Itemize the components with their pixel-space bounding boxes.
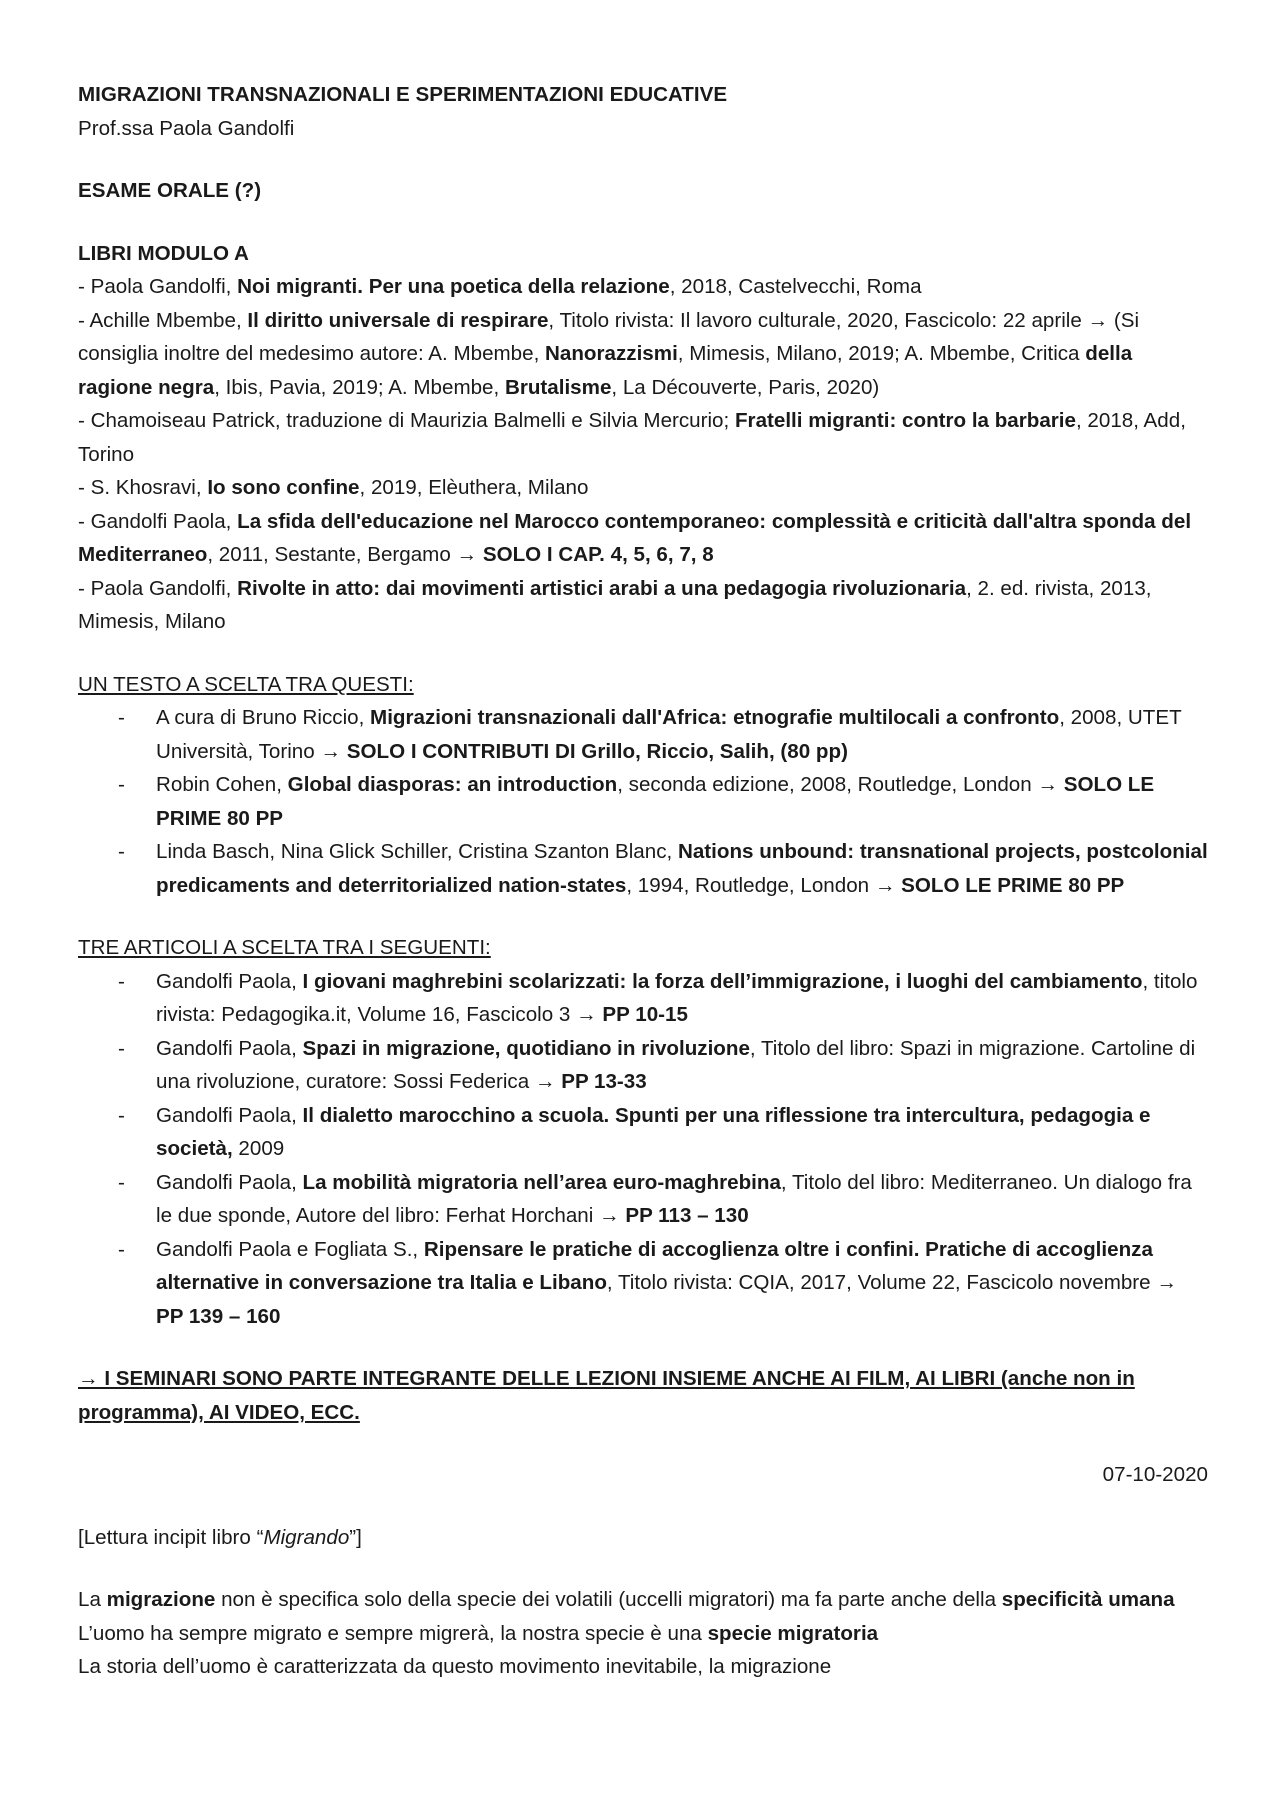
list-item: - Gandolfi Paola, La mobilità migratoria nell’area euro-maghrebina, Titolo del libro: Mediterraneo. Un dialogo fra le due sponde, Autore del libro: Ferhat Horchani → PP 113 – 130 [118, 1170, 1192, 1227]
seminari-note: → I SEMINARI SONO PARTE INTEGRANTE DELLE LEZIONI INSIEME ANCHE AI FILM, AI LIBRI (anche non in programma), AI VIDEO, ECC. [78, 1367, 1135, 1424]
list-item: - Robin Cohen, Global diasporas: an introduction, seconda edizione, 2008, Routledge, London → SOLO LE PRIME 80 PP [118, 773, 1155, 830]
book-item: - Paola Gandolfi, Rivolte in atto: dai movimenti artistici arabi a una pedagogia rivoluzionaria, 2. ed. rivista, 2013, Mimesis, Milano [78, 576, 1152, 633]
book-item: - Achille Mbembe, Il diritto universale di respirare, Titolo rivista: Il lavoro culturale, 2020, Fascicolo: 22 aprile → (Si consiglia inoltre del medesimo autore: A. Mbembe, Nanorazzismi, Mimesis, Milano, 2019; A. Mbembe, Critica della ragione negra, Ibis, Pavia, 2019; A. Mbembe, Brutalisme, La Découverte, Paris, 2020) [78, 308, 1140, 399]
list-item: - Gandolfi Paola e Fogliata S., Ripensare le pratiche di accoglienza oltre i confini. Pratiche di accoglienza alternative in conversazione tra Italia e Libano, Titolo rivista: CQIA, 2017, Volume 22, Fascicolo novembre → PP 139 – 160 [118, 1237, 1177, 1328]
scelta-heading: UN TESTO A SCELTA TRA QUESTI: [78, 672, 414, 696]
book-item: - Gandolfi Paola, La sfida dell'educazione nel Marocco contemporaneo: complessità e criticità dall'altra sponda del Mediterraneo, 2011, Sestante, Bergamo → SOLO I CAP. 4, 5, 6, 7, 8 [78, 509, 1192, 566]
list-item: - Gandolfi Paola, Il dialetto marocchino a scuola. Spunti per una riflessione tra intercultura, pedagogia e società, 2009 [118, 1103, 1151, 1160]
lesson-date: 07-10-2020 [1102, 1463, 1208, 1486]
lettura-note: [Lettura incipit libro “Migrando”] [78, 1525, 362, 1549]
professor-name: Prof.ssa Paola Gandolfi [78, 116, 295, 140]
list-item: - A cura di Bruno Riccio, Migrazioni transnazionali dall'Africa: etnografie multilocali a confronto, 2008, UTET Università, Torino → SOLO I CONTRIBUTI DI Grillo, Riccio, Salih, (80 pp) [118, 706, 1182, 763]
exam-type: ESAME ORALE (?) [78, 179, 262, 202]
modulo-a-heading: LIBRI MODULO A [78, 241, 249, 265]
note-paragraph: La migrazione non è specifica solo della specie dei volatili (uccelli migratori) ma fa parte anche della specificità umana [78, 1588, 1175, 1611]
list-item: - Gandolfi Paola, I giovani maghrebini scolarizzati: la forza dell’immigrazione, i luoghi del cambiamento, titolo rivista: Pedagogika.it, Volume 16, Fascicolo 3 → PP 10-15 [118, 969, 1198, 1026]
scelta-list [78, 701, 1208, 902]
articoli-heading: TRE ARTICOLI A SCELTA TRA I SEGUENTI: [78, 936, 491, 959]
note-paragraph: La storia dell’uomo è caratterizzata da questo movimento inevitabile, la migrazione [78, 1655, 832, 1678]
articoli-list [78, 965, 1208, 1334]
list-item: - Gandolfi Paola, Spazi in migrazione, quotidiano in rivoluzione, Titolo del libro: Spazi in migrazione. Cartoline di una rivoluzione, curatore: Sossi Federica → PP 13-33 [118, 1036, 1196, 1093]
note-paragraph: L’uomo ha sempre migrato e sempre migrerà, la nostra specie è una specie migratoria [78, 1621, 879, 1645]
document-page [78, 78, 1208, 1684]
document-title: MIGRAZIONI TRANSNAZIONALI E SPERIMENTAZIONI EDUCATIVE [78, 83, 728, 106]
book-item: - Paola Gandolfi, Noi migranti. Per una poetica della relazione, 2018, Castelvecchi, Roma [78, 275, 922, 298]
list-item: - Linda Basch, Nina Glick Schiller, Cristina Szanton Blanc, Nations unbound: transnational projects, postcolonial predicaments and deterritorialized nation-states, 1994, Routledge, London → SOLO LE PRIME 80 PP [118, 840, 1208, 897]
book-item: - S. Khosravi, Io sono confine, 2019, Elèuthera, Milano [78, 476, 589, 499]
book-item: - Chamoiseau Patrick, traduzione di Maurizia Balmelli e Silvia Mercurio; Fratelli migranti: contro la barbarie, 2018, Add, Torino [78, 409, 1186, 466]
